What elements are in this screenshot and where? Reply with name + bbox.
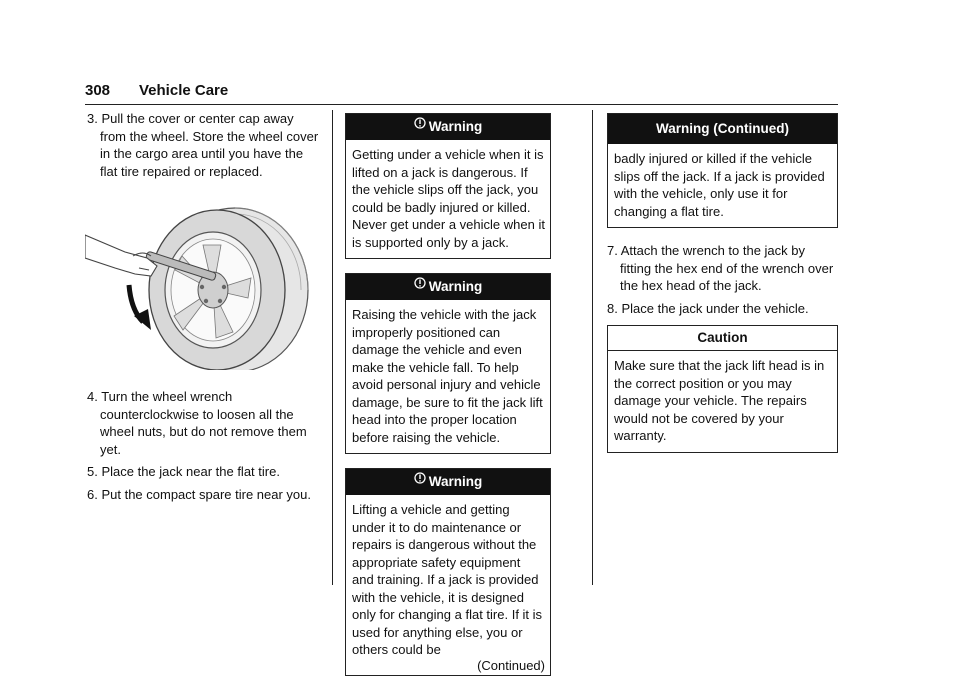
column-divider [332,110,333,585]
warning-icon [414,113,426,139]
warning-continued-header: Warning (Continued) [608,114,837,144]
step-8: 8. Place the jack under the vehicle. [607,300,809,316]
warning-text: Raising the vehicle with the jack improperly positioned can damage the vehicle and even make the vehicle fall. To help avoid personal injury and vehicle damage, be sure to fit the jack lift head into the proper location before raising the vehicle. [352,307,543,445]
page-number: 308 [85,82,111,99]
column-divider [592,110,593,585]
warning-continued-text: badly injured or killed if the vehicle slips off the jack. If a jack is provided with the vehicle, only use it for changing a flat tire. [614,151,825,219]
warning-header [346,274,550,300]
warning-box [345,273,551,454]
warning-box [345,113,551,259]
warning-title: Warning [428,119,483,134]
warning-body [346,495,550,675]
step-7: 7. Attach the wrench to the jack by fitting the hex end of the wrench over the hex head of the jack. [607,243,834,293]
step-5: 5. Place the jack near the flat tire. [87,464,280,479]
warning-icon [414,468,426,494]
step-6: 6. Put the compact spare tire near you. [87,486,312,502]
warning-box [345,468,551,676]
column-3 [607,113,838,467]
column-1 [87,110,319,503]
column-2 [345,113,551,690]
wheel-wrench-illustration [85,200,325,370]
warning-text: Lifting a vehicle and getting under it to do maintenance or repairs is dangerous without the appropriate safety equipment and training. If a jack is provided with the vehicle, it is designed only for changing a flat tire. If it is used for anything else, you or others could be [352,502,543,657]
section-title: Vehicle Care [139,82,229,99]
continued-label: (Continued) [477,657,545,673]
warning-icon [414,273,426,299]
caution-box [607,325,838,453]
warning-text: Getting under a vehicle when it is lifted on a jack is dangerous. If the vehicle slips off the jack, you could be badly injured or killed. Never get under a vehicle when it is supported only by a jack. [352,147,545,250]
page-header [85,82,838,105]
caution-text: Make sure that the jack lift head is in the correct position or you may damage your vehicle. The repairs would not be covered by your warranty. [614,358,825,443]
warning-header [346,469,550,495]
warning-continued-box [607,113,838,228]
warning-title: Warning [428,474,483,489]
step-3: 3. Pull the cover or center cap away from the wheel. Store the wheel cover in the cargo area until you have the flat tire repaired or replaced. [87,111,319,179]
warning-title: Warning [428,279,483,294]
step-4: 4. Turn the wheel wrench counterclockwise to loosen all the wheel nuts, but do not remove them yet. [87,389,307,457]
warning-header [346,114,550,140]
caution-header: Caution [608,326,837,351]
